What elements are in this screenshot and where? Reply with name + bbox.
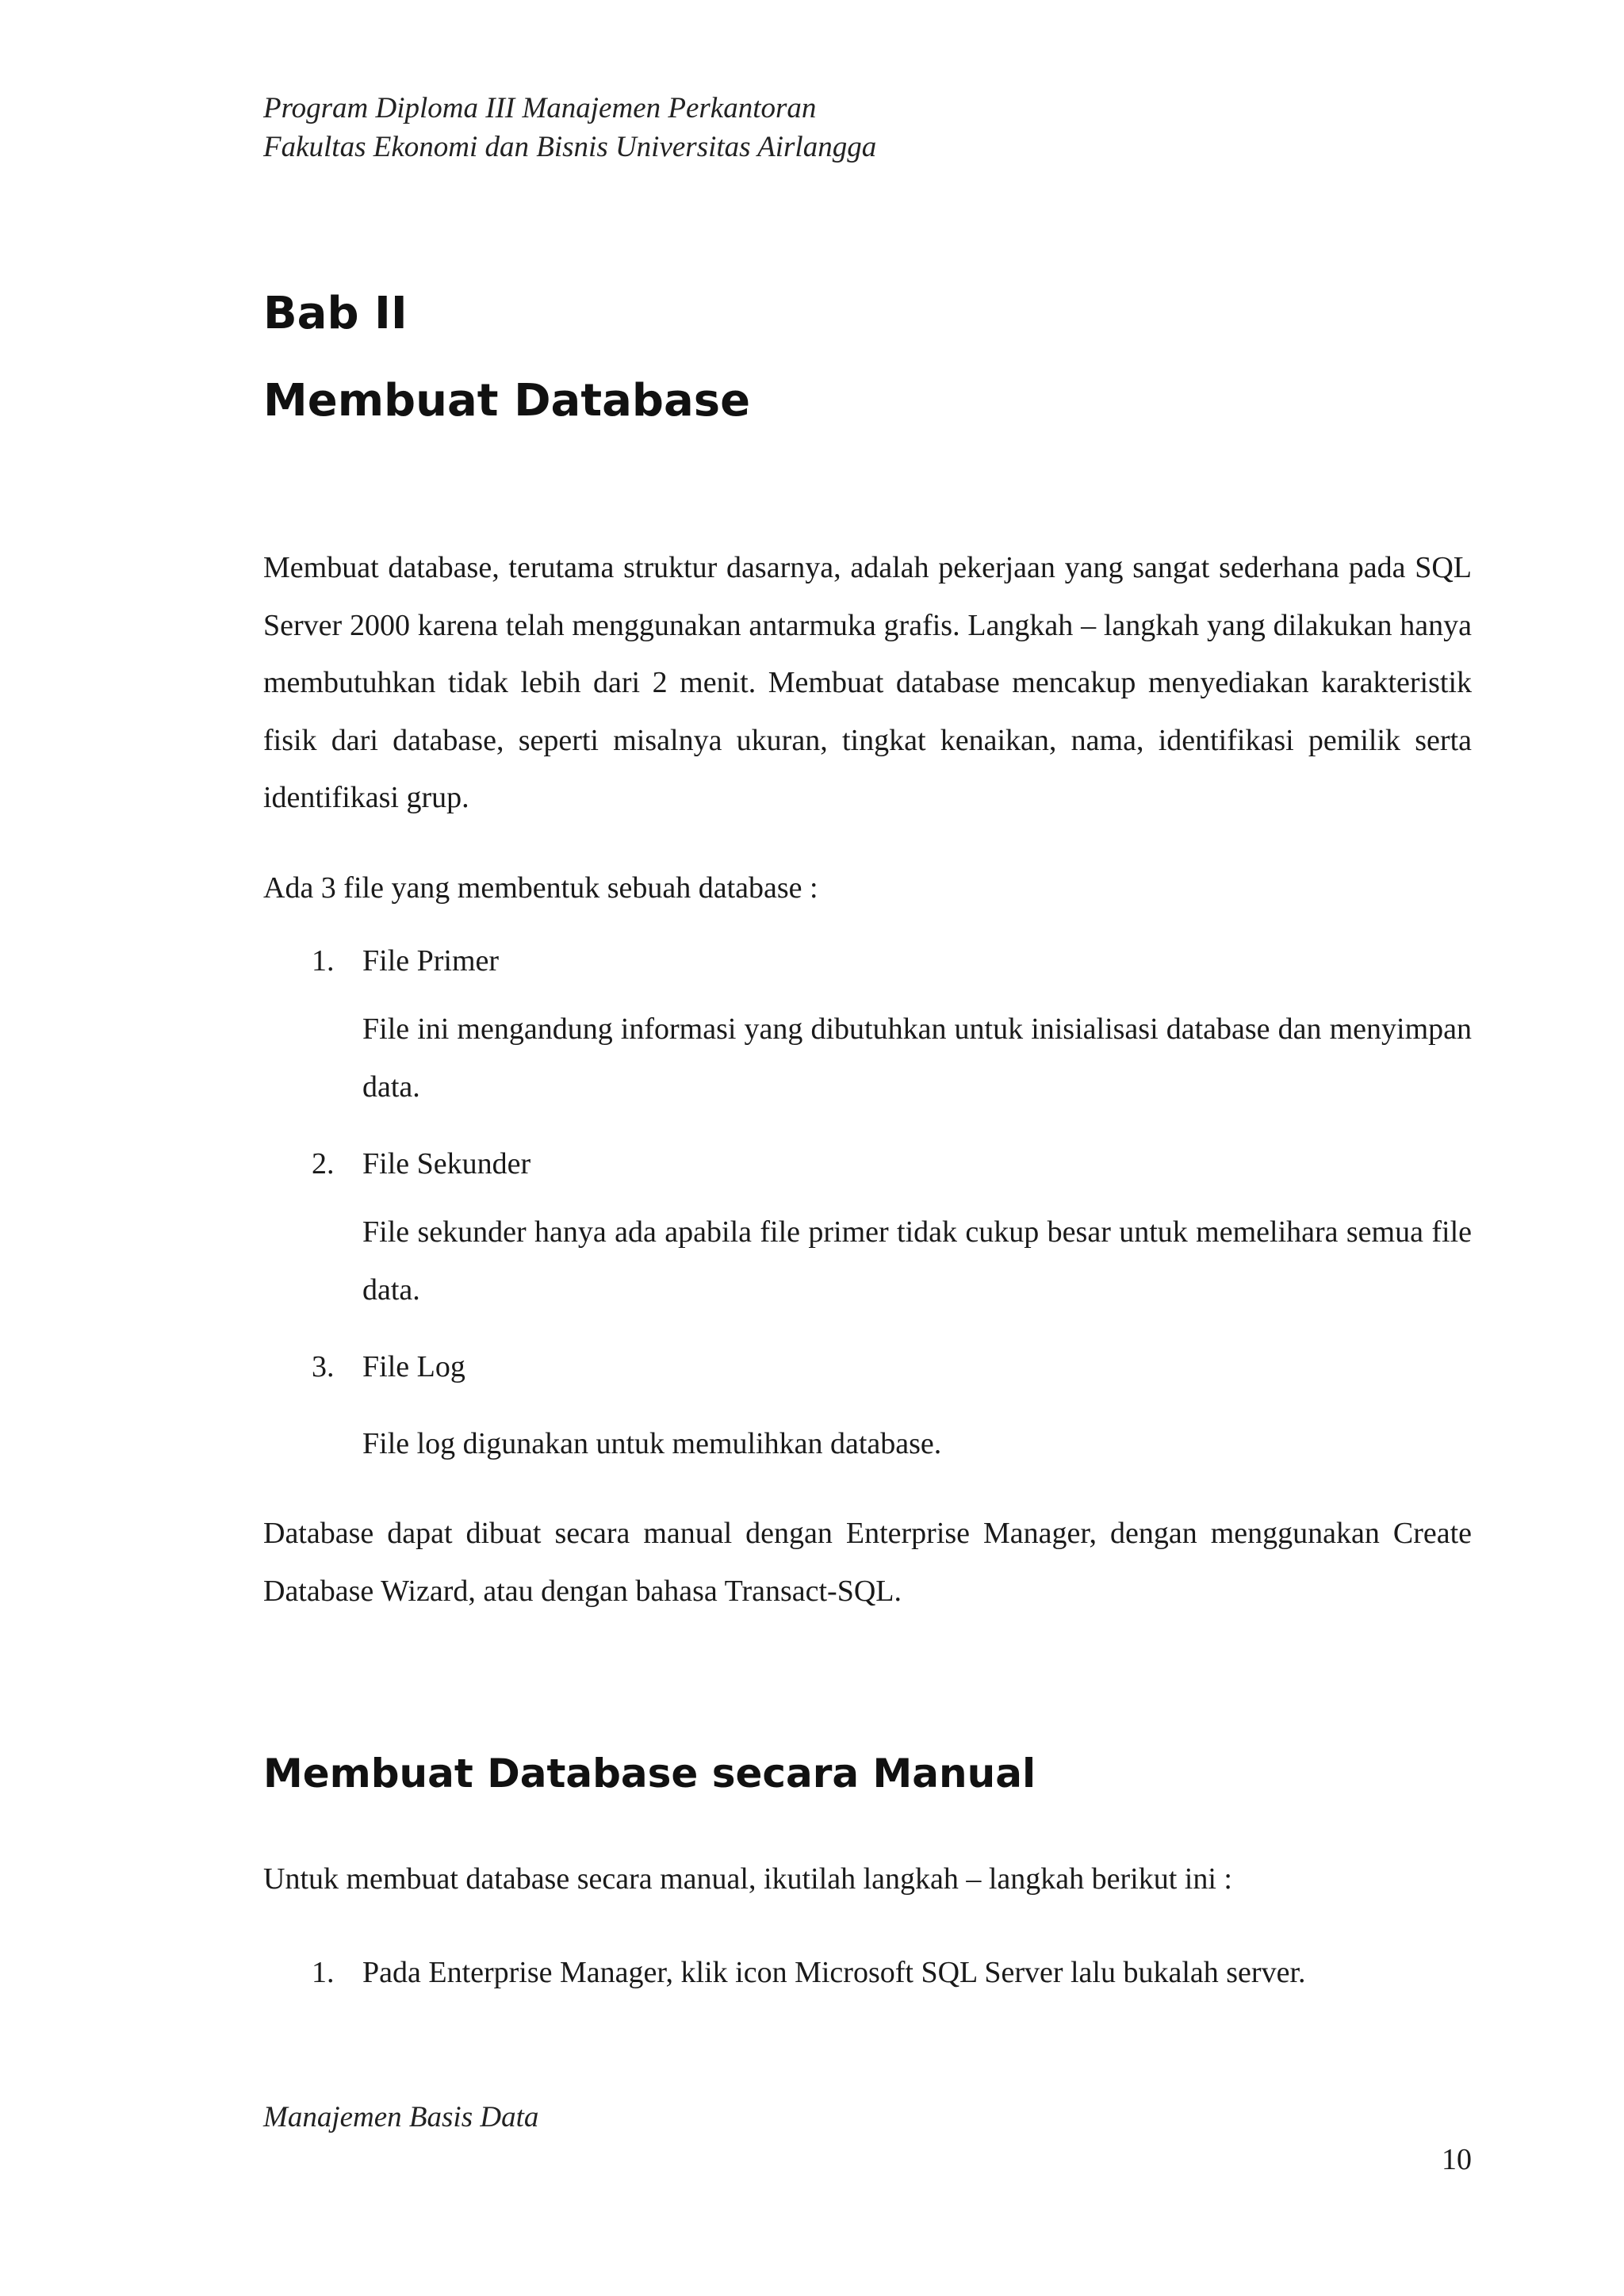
- list-number: 2.: [312, 1147, 335, 1181]
- running-footer: Manajemen Basis Data: [263, 2101, 539, 2133]
- intro-paragraph: Membuat database, terutama struktur dasarnya, adalah pekerjaan yang sangat sederhana pada SQL Server 2000 karena telah menggunakan antarmuka grafis. Langkah – langkah yang dilakukan hanya membutuhkan tidak lebih dari 2 menit. Membuat database mencakup menyediakan karakteristik fisik dari database, seperti misalnya ukuran, tingkat kenaikan, nama, identifikasi pemilik serta identifikasi grup.: [263, 551, 1472, 814]
- list-label: File Sekunder: [362, 1147, 531, 1181]
- list-number: 1.: [312, 944, 335, 978]
- running-header: [263, 89, 876, 166]
- chapter-label: Bab II: [263, 288, 408, 339]
- list-label: File Log: [362, 1350, 465, 1383]
- list-label: Pada Enterprise Manager, klik icon Microsoft SQL Server lalu bukalah server.: [362, 1956, 1306, 1989]
- file-sekunder-description: File sekunder hanya ada apabila file primer tidak cukup besar untuk memelihara semua file data.: [362, 1215, 1472, 1307]
- page-number: 10: [1442, 2143, 1472, 2176]
- file-primer-description: File ini mengandung informasi yang dibutuhkan untuk inisialisasi database dan menyimpan data.: [362, 1012, 1472, 1104]
- list-label: File Primer: [362, 944, 500, 978]
- steps-intro: Untuk membuat database secara manual, ikutilah langkah – langkah berikut ini :: [263, 1862, 1232, 1896]
- section-title: Membuat Database secara Manual: [263, 1751, 1036, 1797]
- list-number: 3.: [312, 1350, 335, 1383]
- chapter-title: Membuat Database: [263, 375, 751, 427]
- method-paragraph: Database dapat dibuat secara manual dengan Enterprise Manager, dengan menggunakan Create Database Wizard, atau dengan bahasa Transact-SQL.: [263, 1517, 1472, 1608]
- list-number: 1.: [312, 1956, 335, 1989]
- files-intro: Ada 3 file yang membentuk sebuah database :: [263, 871, 818, 905]
- header-program: Program Diploma III Manajemen Perkantoran: [263, 92, 817, 124]
- header-faculty: Fakultas Ekonomi dan Bisnis Universitas Airlangga: [263, 131, 877, 163]
- file-log-description: File log digunakan untuk memulihkan database.: [362, 1427, 942, 1460]
